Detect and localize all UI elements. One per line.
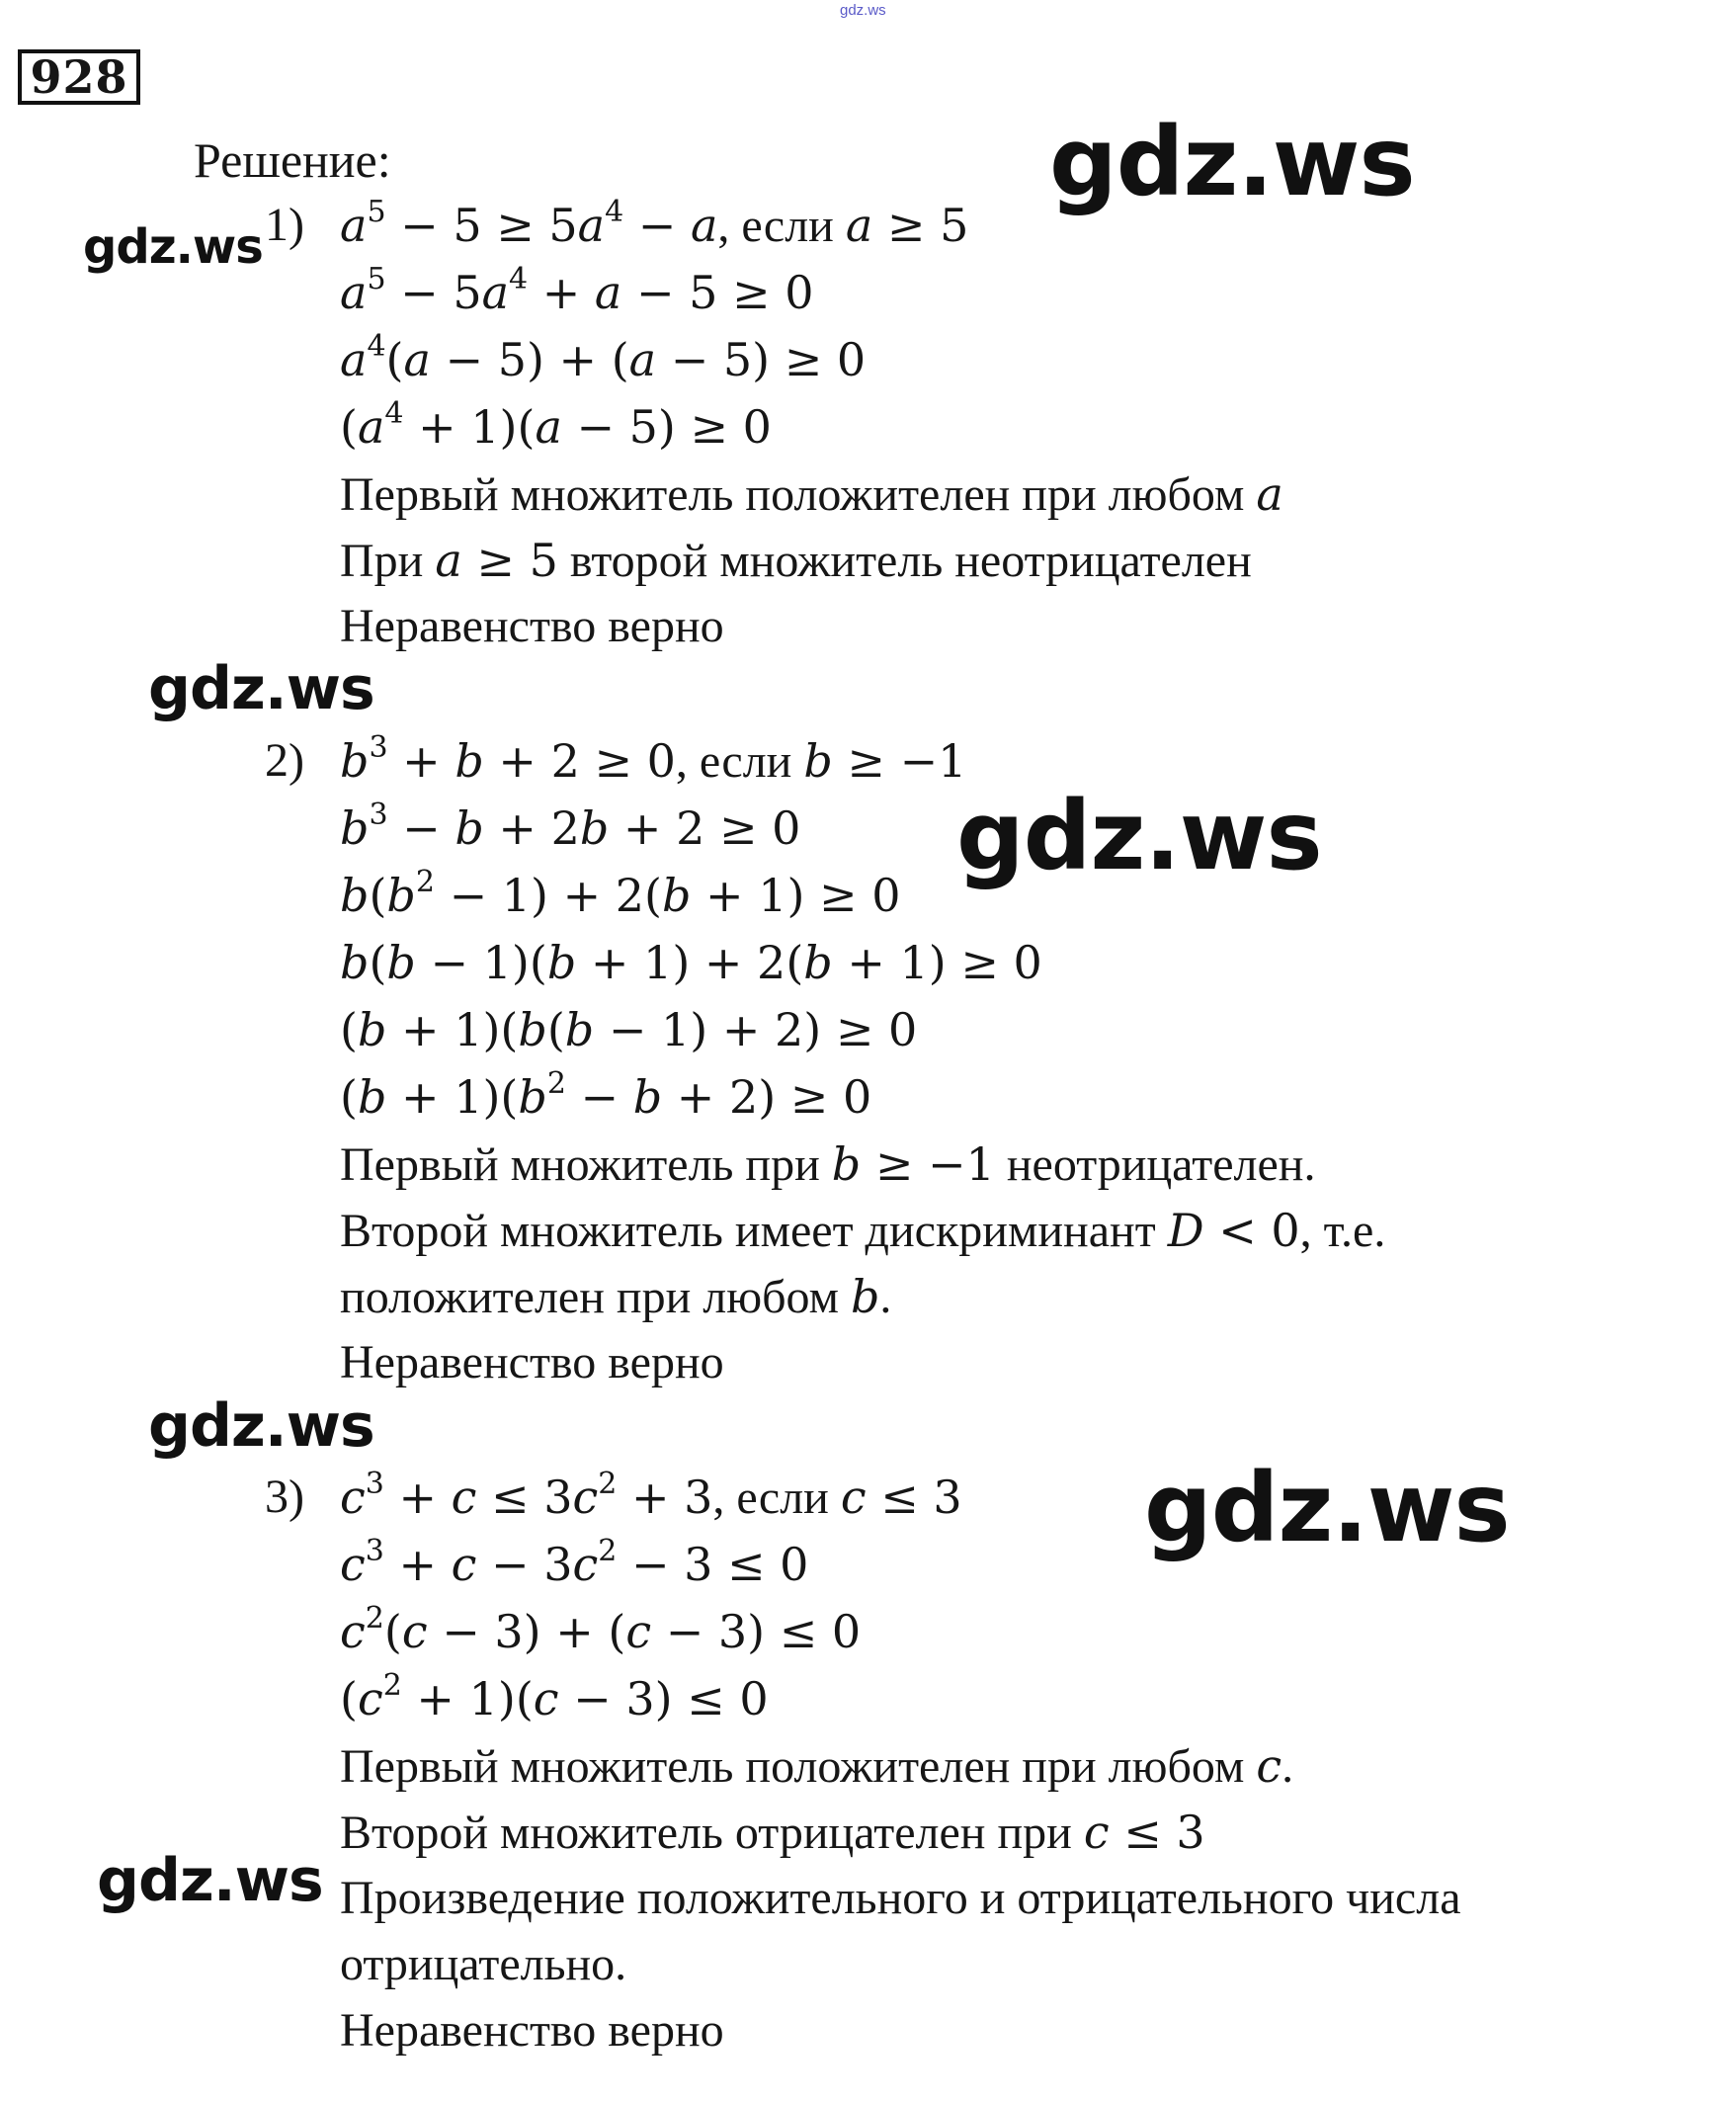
part-2-step-1: $b^3 - b + 2b + 2 \ge 0$	[340, 798, 801, 855]
watermark: gdz.ws	[83, 219, 263, 275]
part-2-step-5: $(b + 1)(b^2 - b + 2) \ge 0$	[340, 1066, 872, 1124]
watermark: gdz.ws	[1049, 107, 1415, 217]
part-2-text-2: Второй множитель имеет дискриминант D < 0, т.е.	[340, 1204, 1386, 1257]
part-2-condition: $b^3 + b + 2 \ge 0$, если b ≥ −1	[340, 730, 967, 788]
part-1-step-1: $a^5 - 5a^4 + a - 5 \ge 0$	[340, 262, 814, 319]
part-1-text-2: При a ≥ 5 второй множитель неотрицателен	[340, 534, 1252, 587]
part-3-text-2: Второй множитель отрицателен при c ≤ 3	[340, 1806, 1205, 1859]
part-1-condition: $a^5 - 5 \ge 5a^4 - a$, если a ≥ 5	[340, 195, 969, 252]
part-3-text-5: Неравенство верно	[340, 2004, 724, 2057]
watermark: gdz.ws	[148, 1391, 374, 1461]
solution-label: Решение:	[194, 132, 391, 188]
part-3-step-1: $c^3 + c - 3c^2 - 3 \le 0$	[340, 1534, 809, 1591]
part-3-text-3: Произведение положительного и отрицательного числа	[340, 1872, 1461, 1924]
top-watermark: gdz.ws	[840, 2, 886, 19]
part-2-text-1: Первый множитель при b ≥ −1 неотрицателен.	[340, 1137, 1316, 1191]
part-3-step-3: $(c^2 + 1)(c - 3) \le 0$	[340, 1668, 769, 1725]
watermark: gdz.ws	[97, 1846, 323, 1915]
part-2-text-3: положителен при любом b.	[340, 1270, 892, 1323]
part-2-step-4: (b + 1)(b(b − 1) + 2) ≥ 0	[340, 1003, 918, 1056]
part-1-step-3: $(a^4 + 1)(a - 5) \ge 0$	[340, 396, 772, 454]
part-3-condition: $c^3 + c \le 3c^2 + 3$, если c ≤ 3	[340, 1467, 962, 1524]
part-2-number: 2)	[265, 734, 304, 787]
part-3-text-1: Первый множитель положителен при любом c.	[340, 1739, 1294, 1793]
part-2-step-3: b(b − 1)(b + 1) + 2(b + 1) ≥ 0	[340, 936, 1042, 989]
part-3-number: 3)	[265, 1471, 304, 1523]
watermark: gdz.ws	[148, 654, 374, 723]
part-3-text-4: отрицательно.	[340, 1938, 627, 1990]
part-1-text-3: Неравенство верно	[340, 600, 724, 652]
part-1-number: 1)	[265, 199, 304, 251]
task-number: 928	[18, 49, 140, 105]
part-2-step-2: $b(b^2 - 1) + 2(b + 1) \ge 0$	[340, 865, 901, 922]
part-3-step-2: $c^2(c - 3) + (c - 3) \le 0$	[340, 1601, 862, 1658]
part-1-step-2: $a^4(a - 5) + (a - 5) \ge 0$	[340, 329, 867, 386]
part-1-text-1: Первый множитель положителен при любом a	[340, 467, 1283, 521]
part-2-text-4: Неравенство верно	[340, 1336, 724, 1388]
watermark: gdz.ws	[1144, 1453, 1510, 1563]
watermark: gdz.ws	[956, 781, 1322, 891]
